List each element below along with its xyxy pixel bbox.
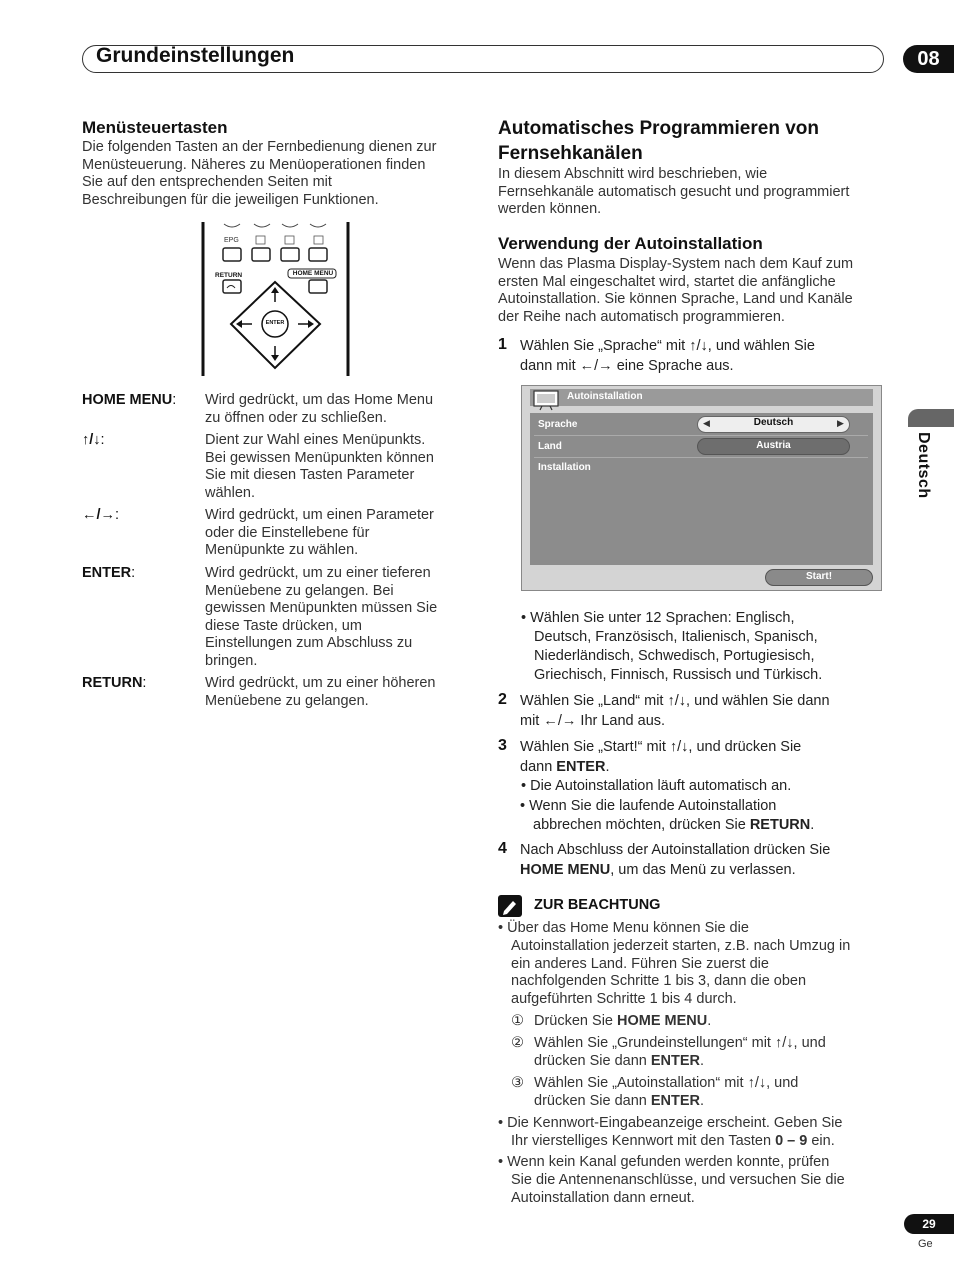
- section-heading-menu-keys: Menüsteuertasten: [82, 118, 228, 137]
- page-title: Grundeinstellungen: [96, 44, 295, 67]
- right-arrow-icon[interactable]: ▶: [837, 418, 844, 428]
- section-heading-auto-programming: Automatisches Programmieren von Fernsehkanälen: [498, 118, 819, 164]
- step-2-number: 2: [498, 691, 507, 708]
- step-1-text: Wählen Sie „Sprache“ mit ↑/↓, und wählen Sie dann mit ←/→ eine Sprache aus.: [520, 338, 815, 374]
- step-4-number: 4: [498, 840, 507, 857]
- note-paragraph-3: • Wenn kein Kanal gefunden werden konnte, prüfen Sie die Antennenanschlüsse, und versuchen Sie die Autoinstallation dann erneut.: [498, 1154, 845, 1206]
- remote-control-illustration: [198, 222, 354, 376]
- def-desc-home-menu: Wird gedrückt, um das Home Menu zu öffnen oder zu schließen.: [205, 392, 434, 426]
- screen-divider: [534, 457, 868, 458]
- note-substep-3: ③ Wählen Sie „Autoinstallation“ mit ↑/↓, und drücken Sie dann ENTER.: [511, 1075, 799, 1109]
- def-desc-up-down: Dient zur Wahl eines Menüpunkts. Bei gewissen Menüpunkten können Sie mit diesen Tasten Parameter wählen.: [205, 432, 434, 501]
- screen-row-country[interactable]: Land: [538, 441, 562, 452]
- def-term-up-down: ↑/↓:: [82, 432, 105, 448]
- screen-row-language[interactable]: Sprache: [538, 419, 578, 430]
- intro-paragraph: Die folgenden Tasten an der Fernbedienung dienen zur Menüsteuerung. Näheres zu Menüoperationen finden Sie auf den entsprechenden Seiten mit Beschreibungen für die jeweiligen Funktionen.: [82, 139, 437, 208]
- chapter-badge: 08: [903, 45, 954, 73]
- country-value: Austria: [756, 440, 791, 451]
- note-paragraph-1: • Über das Home Menu können Sie die Autoinstallation jederzeit starten, z.B. nach Umzug in ein anderes Land. Führen Sie zuerst die nachfolgenden Schritte 1 bis 3, dann die oben aufgeführten Schritte 1 bis 4 durch.: [498, 920, 851, 1008]
- screen-title: Autoinstallation: [567, 391, 643, 402]
- step-2-text: Wählen Sie „Land“ mit ↑/↓, und wählen Sie dann mit ←/→ Ihr Land aus.: [520, 693, 830, 729]
- page-number: 29: [904, 1214, 954, 1234]
- note-paragraph-2: • Die Kennwort-Eingabeanzeige erscheint. Geben Sie Ihr vierstelliges Kennwort mit den Tasten 0 – 9 ein.: [498, 1115, 843, 1149]
- def-term-enter: ENTER:: [82, 565, 136, 581]
- languages-bullet: • Wählen Sie unter 12 Sprachen: Englisch, Deutsch, Französisch, Italienisch, Spanisch, Niederländisch, Schwedisch, Portugiesisch, Griechisch, Finnisch, Russisch und Türkisch.: [521, 610, 823, 683]
- remote-return-label: RETURN: [215, 272, 243, 279]
- note-substep-1: ① Drücken Sie HOME MENU.: [511, 1013, 712, 1029]
- note-pencil-icon: [498, 895, 522, 917]
- setup-monitor-icon: [532, 389, 562, 411]
- page-language-code: Ge: [918, 1238, 933, 1250]
- step-1-number: 1: [498, 336, 507, 353]
- start-button-label: Start!: [805, 571, 833, 582]
- note-title: ZUR BEACHTUNG: [534, 897, 661, 913]
- screen-divider: [534, 435, 868, 436]
- autoinstallation-paragraph: Wenn das Plasma Display-System nach dem Kauf zum ersten Mal eingeschaltet wird, startet die anfängliche Autoinstallation. Sie können Sprache, Land und Kanäle der Reihe nach automatisch programmieren.: [498, 256, 854, 325]
- auto-intro-paragraph: In diesem Abschnitt wird beschrieben, wie Fernsehkanäle automatisch gesucht und programmiert werden können.: [498, 166, 850, 218]
- language-value: Deutsch: [753, 417, 794, 428]
- def-term-return: RETURN:: [82, 675, 147, 691]
- step-3-number: 3: [498, 737, 507, 754]
- step-4-text: Nach Abschluss der Autoinstallation drücken Sie HOME MENU, um das Menü zu verlassen.: [520, 842, 831, 878]
- def-term-left-right: ←/→:: [82, 507, 120, 523]
- remote-enter-label: ENTER: [265, 320, 285, 326]
- subheading-autoinstallation: Verwendung der Autoinstallation: [498, 234, 763, 253]
- remote-epg-label: EPG: [224, 237, 239, 244]
- def-term-home-menu: HOME MENU:: [82, 392, 177, 408]
- remote-home-menu-label: HOME MENU: [292, 270, 334, 277]
- def-desc-left-right: Wird gedrückt, um einen Parameter oder die Einstellebene für Menüpunkte zu wählen.: [205, 507, 434, 559]
- def-desc-return: Wird gedrückt, um zu einer höheren Menüebene zu gelangen.: [205, 675, 436, 709]
- language-side-label: Deutsch: [915, 432, 932, 499]
- screen-row-installation[interactable]: Installation: [538, 462, 591, 473]
- step-3-text: Wählen Sie „Start!“ mit ↑/↓, und drücken Sie dann ENTER. • Die Autoinstallation läuft automatisch an. • Wenn Sie die laufende Autoinstallation abbrechen möchten, drücken Sie RETURN.: [520, 739, 815, 833]
- note-substep-2: ② Wählen Sie „Grundeinstellungen“ mit ↑/↓, und drücken Sie dann ENTER.: [511, 1035, 826, 1069]
- def-desc-enter: Wird gedrückt, um zu einer tieferen Menüebene zu gelangen. Bei gewissen Menüpunkten müssen Sie diese Taste drücken, um Einstellungen zum Abschluss zu bringen.: [205, 565, 438, 669]
- left-arrow-icon[interactable]: ◀: [703, 418, 710, 428]
